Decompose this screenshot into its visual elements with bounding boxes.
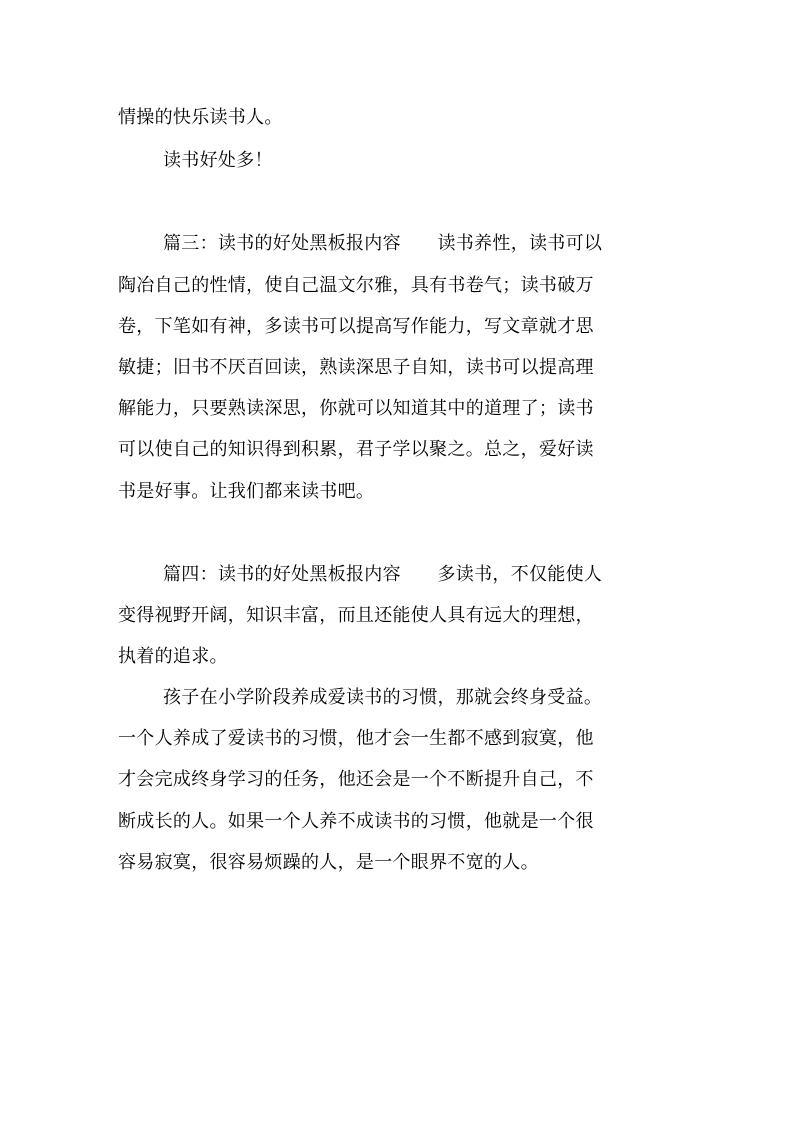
text-line: 篇四：读书的好处黑板报内容 多读书，不仅能使人 [163, 564, 603, 585]
text-line: 敏捷；旧书不厌百回读，熟读深思子自知，读书可以提高理 [118, 357, 594, 378]
text-line: 情操的快乐读书人。 [118, 107, 283, 128]
text-line: 一个人养成了爱读书的习惯，他才会一生都不感到寂寞，他 [118, 728, 594, 749]
text-line: 篇三：读书的好处黑板报内容 读书养性，读书可以 [163, 233, 603, 254]
text-line: 执着的追求。 [118, 646, 228, 667]
text-line: 陶冶自己的性情，使自己温文尔雅，具有书卷气；读书破万 [118, 275, 594, 296]
text-line: 孩子在小学阶段养成爱读书的习惯，那就会终身受益。 [163, 687, 603, 708]
text-line: 断成长的人。如果一个人养不成读书的习惯，他就是一个很 [118, 811, 594, 832]
text-line: 卷，下笔如有神，多读书可以提高写作能力，写文章就才思 [118, 316, 594, 337]
text-line: 读书好处多！ [163, 150, 273, 171]
text-line: 书是好事。让我们都来读书吧。 [118, 481, 375, 502]
text-line: 容易寂寞，很容易烦躁的人，是一个眼界不宽的人。 [118, 852, 539, 873]
text-line: 解能力，只要熟读深思，你就可以知道其中的道理了；读书 [118, 398, 594, 419]
text-line: 可以使自己的知识得到积累，君子学以聚之。总之，爱好读 [118, 439, 594, 460]
text-line: 才会完成终身学习的任务，他还会是一个不断提升自己，不 [118, 769, 594, 790]
text-line: 变得视野开阔，知识丰富，而且还能使人具有远大的理想， [118, 605, 594, 626]
